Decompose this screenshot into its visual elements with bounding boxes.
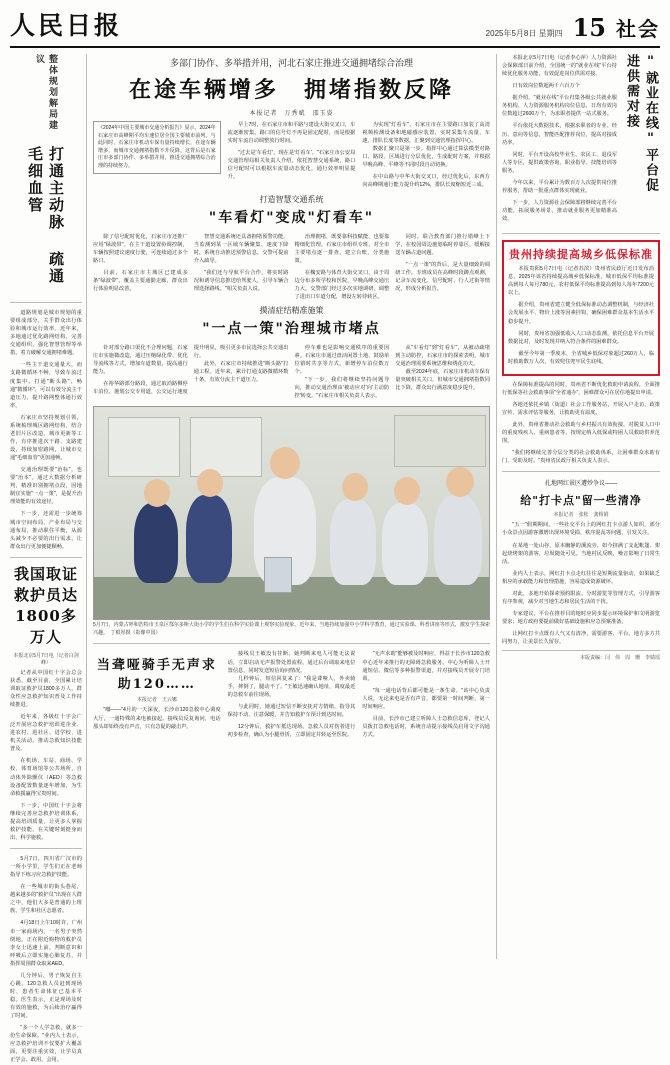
paragraph: 让网红打卡点既有人气又有清净，需要游客、平台、地方多方共同努力，让美景长久留存。: [502, 631, 660, 646]
masthead-right: [486, 13, 660, 42]
paragraph: 几分钟后，男子恢复自主心跳。120急救人员赶到现场时，患者生命体征已基本平稳。医生表示，正是现场及时有效的施救，为后续治疗赢得了时间。: [10, 972, 82, 1020]
photo-window: [394, 415, 486, 467]
paragraph: 下一步，还需进一步统筹城市空间布局、产业布局与交通布局，推动职住平衡，从源头减少不必要的出行需求，让群众出行更加便捷顺畅。: [10, 511, 82, 550]
paragraph: "我们还与导航平台合作，将实时路况和诱导信息推送给驾驶人，引导车辆合理选择路线。"相关负责人说。: [193, 269, 289, 292]
paragraph: 据介绍，贵州省建立健全低保标准动态调整机制，与经济社会发展水平、物价上涨等因素挂钩，确保困难群众基本生活水平稳步提升。: [508, 302, 654, 325]
photo-figure-student: [330, 499, 376, 585]
left-article-body: [10, 309, 82, 551]
divider: [10, 848, 82, 849]
paragraph: 4月18日上午10时许，广州市一家商场内，一名男子突然倒地。正在附近购物的救护员李女士迅速上前，判断意识和呼吸后立即实施心肺复苏，并指挥周围群众取来AED。: [10, 920, 82, 967]
divider: [93, 643, 490, 644]
main-lead-row: [93, 121, 490, 190]
left-headline: 打通主动脉 疏通毛细血管: [26, 146, 65, 285]
photo-figure-student: [134, 503, 178, 583]
paragraph: 截至今年第一季度末，全省城乡低保对象超过260万人，临时救助数万人次，有效兜住兜牢民生底线。: [508, 350, 654, 365]
sub1-col: [395, 233, 490, 293]
paragraph: 为实现"灯看车"，石家庄市在主要路口加装了高清视频检测设备和地磁感应装置，实时采集车流量、车速、排队长度等数据，汇聚到交通管理指挥中心。: [362, 122, 490, 145]
paragraph: "下一步，我们将继续坚持问题导向，推动交通治理由'被动应对'向'主动防控'转变。"石家庄市相关负责人表示。: [294, 377, 390, 400]
photo-figure-student: [382, 503, 428, 585]
photo-figure-student: [434, 495, 482, 585]
left-photo-headline: 我国取证救护员达1800多万人: [13, 564, 78, 646]
paragraph: "每一通电话背后都可能是一条生命。"该中心负责人说，无论来电是否有声音，都要第一时间判断、第一时间响应。: [362, 687, 490, 710]
paragraph: 记者从中国红十字会总会获悉，截至目前，全国累计培训取证救护员1800多万人，群众性应急救护知识普及工作持续推进。: [10, 669, 82, 708]
paragraph: "过去是'车看灯'，现在是'灯看车'。"石家庄市公安局交通管理局相关负责人介绍，依托智慧交通系统，路口信号配时可以根据车流量动态优化，通行效率明显提升。: [227, 150, 356, 181]
sub1-kicker: 打造智慧交通系统: [259, 194, 324, 204]
paragraph: "无声求助"能够被及时响应，得益于长沙市120急救中心近年来推行的无障碍急救服务。中心为听障人士开通短信、微信等多种报警渠道，并对接线员开展专门培训。: [362, 651, 490, 682]
paragraph: "一点一策"的背后，是大量细致的调研工作。专班成员在高峰时段蹲点观测，记录车流变化、信号配时、行人过街等情况，形成分析报告。: [395, 261, 490, 292]
bottom-col: [228, 675, 356, 739]
paragraph: 专家建议，平台在推荐目的地时应同步提示环境保护和文明游览要求；地方政府要提前做好基础设施和应急预案准备。: [502, 610, 660, 625]
main-kicker: 多部门协作、多举措并用，河北石家庄推进交通拥堵综合治理: [169, 58, 413, 68]
paragraph: "我们将继续完善分层分类的社会救助体系，让困难群众求助有门、受助及时。"贵州省民政厅相关负责人表示。: [502, 450, 660, 465]
caption-note: 5月7日，四川省广汉市的一所小学里，学生们正在老师指导下练习应急救护技能。: [10, 856, 82, 879]
paragraph: 此外，石家庄市持续推进"断头路"打通工程。近年来，累计打通支路微循环数十条，有效分流主干道压力。: [193, 361, 289, 384]
sub2-kicker: 摸清症结精准施策: [259, 306, 324, 315]
divider: [502, 471, 660, 472]
paragraph: 对此，多地开始探索预约限流、分时游览等管理方式，引导游客有序参观，减少对当地生态和居民生活的干扰。: [502, 590, 660, 605]
paragraph: 接线员王敏没有挂断。她判断来电人可能无法说话，立即启动无声报警处置流程，通过后台调取来电位置信息，同时发送短信询问情况。: [227, 651, 356, 674]
paragraph: 智慧交通系统还具备拥堵预警功能。当监测到某一区域车辆聚集、速度下降时，系统自动推送预警信息，交警可提前介入疏导。: [193, 233, 289, 264]
divider: [10, 557, 82, 558]
page-editor-credit: 本版责编：闫 伟 周 珊 李婧瑶: [502, 650, 660, 661]
right-bottom-body: [502, 521, 660, 646]
paragraph: 交通治理既要"治标"，也要"治本"。通过大数据分析研判，精准识别拥堵点段，因地制宜实施"一点一策"，是提升治理效能的有效途径。: [10, 467, 82, 506]
masthead: [10, 6, 660, 48]
paragraph: 截至2024年底，石家庄市机动车保有量突破相关关口，但城市交通拥堵指数同比下降，群众出行满意度稳步提升。: [395, 369, 490, 392]
divider: [10, 302, 82, 303]
right-top-body: [502, 54, 617, 227]
paragraph: 本报北京5月7日电（记者李心萍）人力资源社会保障部日前介绍，全国统一的"就业在线"平台持续优化服务功能，有效促进岗位供需对接。: [502, 55, 617, 78]
left-kicker: 整体规划解局建议: [34, 54, 57, 131]
sub1-col: [295, 233, 390, 302]
paragraph: 治理拥堵，既要靠科技赋能，也要靠精细化管理。石家庄市组织专班，对全市主要堵点逐一排查，建立台账，分类施策。: [294, 233, 390, 264]
right-column: [496, 54, 660, 959]
paragraph: 目前，长沙市已建立听障人士急救信息库，登记人员拨打急救电话时，系统自动提示接线员启用文字沟通方式。: [362, 715, 490, 738]
paragraph: 在一些城市的街头巷尾，越来越多的"救护员"出现在人群之中，他们大多是普通的上班族、学生和社区志愿者。: [10, 884, 82, 915]
main-body-b: [362, 145, 490, 189]
bottom-article: [93, 650, 490, 741]
paragraph: 平台依托大数据技术，根据求职者的专业、经历、意向等信息，智能匹配推荐岗位，提高对接成功率。: [502, 123, 617, 146]
divider: [502, 233, 660, 234]
right-bottom-byline: 本报记者 张枨 龚相娟: [553, 512, 609, 519]
paragraph: 12分钟后，救护车抵达现场。急救人员对伤者进行初步检查，确认为小腿骨折，立即固定并转运至医院。: [227, 723, 356, 738]
paragraph: 在中山路与中华大街交叉口，经过优化后，东西方向高峰期通行能力提升约12%，排队长度缩短近三成。: [362, 174, 490, 189]
section-title: 社会: [616, 17, 660, 41]
paragraph: "五一"假期期间，一些社交平台上的网红打卡点游人如织，部分小众景点因游客激增出现环境受损、秩序混乱等问题，引发关注。: [502, 522, 660, 537]
paragraph: 停车难也是影响交通秩序的重要因素。石家庄市通过盘活闲置土地、鼓励单位错时共享等方式，新增停车泊位数万个。: [294, 345, 390, 376]
paragraph: 从"车看灯"到"灯看车"，从被动疏堵到主动防控，石家庄市的探索表明，城市交通治理需要系统思维和绣花功夫。: [395, 345, 490, 368]
paragraph: 据介绍，"就业在线"平台归集各级公共就业服务机构、人力资源服务机构岗位信息，日均有效岗位数超过2600万个，为求职者提供一站式服务。: [502, 95, 617, 118]
sub1-col: [93, 233, 188, 293]
main-column: [93, 54, 490, 959]
sub1-headline: "车看灯"变成"灯看车": [208, 209, 375, 226]
highlight-box: [502, 240, 660, 376]
paragraph: 业内人士表示，网红打卡点走红往往是短期流量驱动，如果缺乏相应的承载能力和管理措施，容易造成资源破坏。: [502, 570, 660, 585]
sub1-body: [93, 233, 490, 302]
sub1-col: [194, 233, 289, 293]
sub2-headline: "一点一策"治理城市堵点: [202, 321, 381, 337]
paragraph: 近年来，各级红十字会广泛开展应急救护培训进企业、进农村、进社区、进学校、进机关活动，推动急救知识技能普及。: [10, 714, 82, 753]
sub2-body: [93, 344, 490, 400]
paragraph: 石家庄市坚持规划引领，系统梳理城区路网结构，结合老旧片区改造、城市更新等工作，有序推进次干路、支路建设，持续加密路网，让城市交通"毛细血管"更加通畅。: [10, 414, 82, 462]
lead-summary: 《2024年中国主要城市交通分析报告》显示，2024年石家庄市高峰期平均车速位居全国主要城市前列。与此同时，石家庄市机动车保有量持续增长，在途车辆增多，而城市交通拥堵指数不升反降。这背后是石家庄市多部门协作、多举措并用，推进交通拥堵综合治理的持续努力。: [93, 121, 221, 174]
page-body: [10, 54, 660, 1064]
paragraph: 本报贵阳5月7日电（记者苏滨）贵州省民政厅近日发布消息，2025年该省持续提高城乡低保标准，城市低保平均标准提高到每人每月780元，农村低保平均标准提高到每人每年7200元以上。: [508, 266, 654, 297]
left-second-article: [10, 669, 82, 842]
right-mid-body: [502, 381, 660, 466]
photo-figure-student: [186, 495, 232, 583]
highlight-headline: 贵州持续提高城乡低保标准: [509, 248, 653, 262]
paragraph: 针对部分路口渠化不合理问题，石家庄市实施微改造，通过压缩绿化带、优化导流线等方式，增加车道数量，提高通行能力。: [93, 345, 188, 376]
paragraph: 几秒钟后，短信回复来了："我是聋哑人，外卖骑手，摔倒了，腿动不了。"王敏迅速确认地址，调度最近的急救车前往现场。: [227, 675, 356, 698]
paragraph: 数据汇聚只是第一步。指挥中心通过算法模型对路口、路段、区域进行分层优化，生成配时方案，并根据早晚高峰、平峰等不同时段自动切换。: [362, 146, 490, 169]
page-number: 15: [572, 13, 606, 42]
paragraph: 目前，石家庄市主城区已建成多条"绿波带"，覆盖主要通勤走廊，群众出行体验明显改善。: [93, 269, 188, 292]
right-vertical-headline: "就业在线"平台促进供需对接: [624, 54, 658, 193]
newspaper-logo: 人民日报: [10, 11, 123, 40]
sub-headline: 日有效岗位数超两千六百万个: [512, 83, 580, 90]
paragraph: 同时，联合教育部门推行错峰上下学，在校园周边施划临时停靠区，缓解接送车辆占道问题。: [395, 233, 490, 256]
paragraph: 早上7时，在石家庄市和平路与建设大街交叉口，车流逐渐密集。路口的信号灯不再是固定配时，而是根据实时车流自动调整放行时间。: [227, 122, 356, 145]
paragraph: 除了信号配时优化，石家庄市还推广应用"绿波带"。在主干道设置协调控制，车辆按照建议速度行驶，可连续通过多个路口。: [93, 233, 188, 264]
paragraph: 在某地一处山谷，原本幽静的溪流旁，如今挤满了支起帐篷、架起烧烤架的游客，垃圾随处可见。当地村民反映，噪音影响了日常生活。: [502, 542, 660, 565]
photo-beaker: [264, 557, 292, 593]
photo-window: [190, 417, 262, 477]
paragraph: 同时，平台开设高校毕业生、农民工、退役军人等专区，提供政策咨询、职业指导、技能培训等服务。: [502, 151, 617, 174]
photo-window: [108, 417, 180, 477]
right-bottom-headline: 给"打卡点"留一些清净: [520, 494, 642, 508]
bottom-headline: 当聋哑骑手无声求助120……: [96, 658, 217, 693]
paragraph: 在机场、车站、商场、学校、体育场馆等公共场所，自动体外除颤仪（AED）等急救设备配置数量逐年增加，为生命救援赢得宝贵时间。: [10, 758, 82, 797]
paragraph: 下一步，中国红十字会将继续完善应急救护培训体系，提高培训质量，让更多人掌握救护技能，在关键时刻挺身而出、科学施救。: [10, 802, 82, 841]
left-photo-byline: 本报北京5月7日电（记者白剑峰）: [13, 652, 79, 666]
paragraph: 一些主干道交通量大，而支路微循环不畅，导致车流过度集中。打通"断头路"、畅通"微循环"，可以有效分流主干道压力，提升路网整体通行效率。: [10, 362, 82, 409]
left-third-article: [10, 855, 82, 1065]
paragraph: "多一个人学急救，就多一份生命保障。"业内人士表示，应急救护培训不仅要扩大覆盖面，更要注重实效，让学员真正学会、敢用、会用。: [10, 1025, 82, 1064]
right-bottom-kicker: 扎地网红景区遭炒争议——: [544, 481, 617, 488]
paragraph: 在槐安路与体育大街交叉口，由于周边分布多所学校和医院，早晚高峰交通压力大。交警部门经过多次实地调研，调整了进出口车道分配，增设左转待转区。: [294, 269, 390, 300]
main-headline: 在途车辆增多 拥堵指数反降: [128, 77, 454, 103]
paragraph: 各地还依托乡镇（街道）社会工作服务站，开展入户走访、政策宣传、需求评估等服务，让救助更有温度。: [502, 401, 660, 416]
paragraph: 与此同时，她通过短信不断安抚对方情绪，指导其保持不动、注意保暖，并告知救护车预计到达时间。: [227, 703, 356, 718]
publication-date: 2025年5月8日 星期四: [485, 29, 563, 38]
sub2-col: [395, 368, 490, 392]
paragraph: 在裕华路部分路段，通过取消路侧停车泊位、施划公交专用道，公交运行速度提升明显，吸引更多市民选择公共交通出行。: [93, 345, 289, 396]
left-column: [10, 54, 87, 1064]
paragraph: 在保障标准提高的同时，贵州省不断优化救助申请流程，全面推行低保等社会救助事项"全省通办"，困难群众可在居住地提出申请。: [502, 381, 660, 396]
paragraph: 同时，贵州省加强低收入人口动态监测，依托信息平台开展数据比对，及时发现并纳入符合条件的困难群众。: [508, 330, 654, 345]
bottom-byline: 本报记者 王云娜: [136, 697, 177, 704]
bottom-col: [362, 650, 490, 739]
paragraph: 道路规划是城市规划的重要组成部分，关乎群众出行体验和城市运行效率。近年来，多地通过优化路网结构、完善交通组织、强化智慧管理等举措，着力破解交通拥堵难题。: [10, 310, 82, 357]
paragraph: 此外，贵州省推动社会救助与乡村振兴有效衔接，对脱贫人口中的重度残疾人、重病患者等，按规定纳入低保或特困人员救助供养范围。: [502, 422, 660, 445]
right-top-article: [502, 54, 660, 227]
photo-caption: 5月7日，内蒙古呼和浩特市玉泉区鄂尔多斯大街小学的学生们在科学实验课上观察实验现象。近年来，当地持续加强中小学科学教育，通过实验课、科普讲座等形式，激发学生探索兴趣。 丁根厚摄（影像中国）: [93, 622, 490, 636]
highlight-body: [508, 265, 654, 366]
paragraph: 下一步，人力资源社会保障部将继续完善平台功能，拓展服务场景，推动就业服务更加精准高效。: [502, 199, 617, 223]
paragraph: 今年以来，平台累计为数百万人次提供岗位推荐服务，帮助一批重点群体实现就业。: [502, 179, 617, 194]
main-byline: 本报记者 万秀斌 邵玉姿: [249, 111, 334, 117]
paragraph: "嘟——"4月的一天深夜，长沙市120急救中心调度大厅，一通特殊的来电被接起。接线员反复询问，电话那头却始终没有声音，只有急促的敲击声。: [93, 707, 221, 730]
main-photo: [93, 406, 490, 620]
